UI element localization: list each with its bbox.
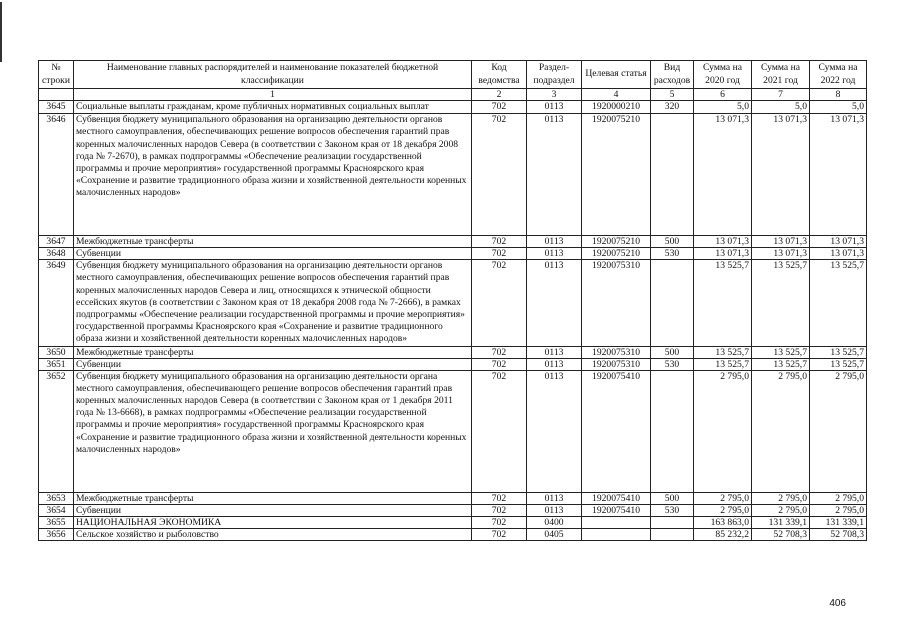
row-sum-2021: 2 795,0 <box>752 492 810 504</box>
column-index: 5 <box>651 89 694 101</box>
row-section: 0405 <box>527 528 582 540</box>
row-sum-2021: 13 525,7 <box>752 346 810 358</box>
column-index-row <box>39 89 867 101</box>
row-sum-2020: 13 071,3 <box>694 114 752 236</box>
row-name: Межбюджетные трансферты <box>74 492 472 504</box>
row-sum-2021: 13 071,3 <box>752 248 810 260</box>
row-sum-2020: 2 795,0 <box>694 492 752 504</box>
row-number: 3655 <box>39 516 74 528</box>
row-sum-2022: 13 071,3 <box>810 248 867 260</box>
row-number: 3651 <box>39 358 74 370</box>
row-target <box>582 516 651 528</box>
row-dept: 702 <box>472 516 527 528</box>
row-sum-2022: 13 071,3 <box>810 236 867 248</box>
row-dept: 702 <box>472 492 527 504</box>
row-number: 3654 <box>39 504 74 516</box>
row-name: Субвенция бюджету муниципального образования на организацию деятельности органов местного самоуправления, обеспечивающих решение вопросов обеспечения гарантий прав коренных малочисленных народов Севера (в соответствии с Законом края от 18 декабря 2008 года № 7-2670), в рамках подпрограммы «Обеспечение реализации государственной программы и прочие мероприятия» государственной программы Красноярского края «Сохранение и развитие традиционного образа жизни и хозяйственной деятельности коренных малочисленных народов» <box>74 114 472 236</box>
table-row <box>39 370 867 492</box>
row-sum-2021: 2 795,0 <box>752 370 810 492</box>
row-section: 0113 <box>527 504 582 516</box>
row-kind: 500 <box>651 492 694 504</box>
row-section: 0113 <box>527 101 582 114</box>
row-name: Социальные выплаты гражданам, кроме публичных нормативных социальных выплат <box>74 101 472 114</box>
row-sum-2020: 13 525,7 <box>694 346 752 358</box>
row-name: Межбюджетные трансферты <box>74 236 472 248</box>
table-row <box>39 492 867 504</box>
header-sum-2022: Сумма на 2022 год <box>810 61 867 89</box>
row-section: 0113 <box>527 358 582 370</box>
row-sum-2022: 5,0 <box>810 101 867 114</box>
row-kind <box>651 260 694 346</box>
row-target: 1920075410 <box>582 370 651 492</box>
row-name: Межбюджетные трансферты <box>74 346 472 358</box>
column-index: 3 <box>527 89 582 101</box>
row-number: 3645 <box>39 101 74 114</box>
header-sum-2020: Сумма на 2020 год <box>694 61 752 89</box>
row-dept: 702 <box>472 370 527 492</box>
row-kind <box>651 370 694 492</box>
row-kind: 530 <box>651 358 694 370</box>
row-sum-2022: 52 708,3 <box>810 528 867 540</box>
row-name: НАЦИОНАЛЬНАЯ ЭКОНОМИКА <box>74 516 472 528</box>
header-section: Раздел-подраздел <box>527 61 582 89</box>
row-target: 1920075210 <box>582 248 651 260</box>
page-number: 406 <box>829 598 846 609</box>
table-row <box>39 114 867 236</box>
row-section: 0113 <box>527 492 582 504</box>
row-kind: 320 <box>651 101 694 114</box>
header-target: Целевая статья <box>582 61 651 89</box>
row-dept: 702 <box>472 528 527 540</box>
row-number: 3653 <box>39 492 74 504</box>
row-dept: 702 <box>472 236 527 248</box>
row-number: 3648 <box>39 248 74 260</box>
row-section: 0113 <box>527 248 582 260</box>
column-index: 7 <box>752 89 810 101</box>
row-target: 1920075310 <box>582 260 651 346</box>
row-number: 3646 <box>39 114 74 236</box>
row-sum-2021: 13 071,3 <box>752 236 810 248</box>
row-name: Субвенция бюджету муниципального образования на организацию деятельности органов местного самоуправления, обеспечивающих решение вопросов обеспечения гарантий прав коренных малочисленных народов Севера и лиц, относящихся к этнической общности ессейских якутов (в соответствии с Законом края от 18 декабря 2008 года № 7-2666), в рамках подпрограммы «Обеспечение реализации государственной программы и прочие мероприятия» государственной программы Красноярского края «Сохранение и развитие традиционного образа жизни и хозяйственной деятельности коренных малочисленных народов» <box>74 260 472 346</box>
row-kind: 530 <box>651 504 694 516</box>
row-kind: 530 <box>651 248 694 260</box>
table-row <box>39 101 867 114</box>
row-sum-2020: 5,0 <box>694 101 752 114</box>
row-sum-2022: 2 795,0 <box>810 492 867 504</box>
row-sum-2021: 131 339,1 <box>752 516 810 528</box>
table-row <box>39 248 867 260</box>
row-section: 0113 <box>527 236 582 248</box>
row-sum-2020: 13 525,7 <box>694 260 752 346</box>
row-kind <box>651 114 694 236</box>
header-name: Наименование главных распорядителей и наименование показателей бюджетной классификации <box>74 61 472 89</box>
row-sum-2021: 13 071,3 <box>752 114 810 236</box>
row-section: 0113 <box>527 260 582 346</box>
row-kind <box>651 516 694 528</box>
row-name: Субвенции <box>74 504 472 516</box>
row-name: Субвенции <box>74 248 472 260</box>
row-number: 3647 <box>39 236 74 248</box>
row-sum-2022: 2 795,0 <box>810 504 867 516</box>
row-section: 0400 <box>527 516 582 528</box>
row-target: 1920075410 <box>582 504 651 516</box>
row-kind: 500 <box>651 236 694 248</box>
row-name: Субвенция бюджету муниципального образования на организацию деятельности органа местного самоуправления, обеспечивающего решение вопросов обеспечения гарантий прав коренных малочисленных народов Севера (в соответствии с Законом края от 1 декабря 2011 года № 13-6668), в рамках подпрограммы «Обеспечение реализации государственной программы и прочие мероприятия» государственной программы Красноярского края «Сохранение и развитие традиционного образа жизни и хозяйственной деятельности коренных малочисленных народов» <box>74 370 472 492</box>
row-name: Субвенции <box>74 358 472 370</box>
row-sum-2021: 13 525,7 <box>752 260 810 346</box>
row-dept: 702 <box>472 358 527 370</box>
table-row <box>39 358 867 370</box>
column-index: 4 <box>582 89 651 101</box>
table-row <box>39 528 867 540</box>
row-sum-2020: 163 863,0 <box>694 516 752 528</box>
row-kind: 500 <box>651 346 694 358</box>
row-section: 0113 <box>527 370 582 492</box>
row-target: 1920075210 <box>582 236 651 248</box>
row-kind <box>651 528 694 540</box>
row-target <box>582 528 651 540</box>
column-index: 6 <box>694 89 752 101</box>
column-index <box>39 89 74 101</box>
row-sum-2020: 2 795,0 <box>694 370 752 492</box>
row-sum-2022: 13 525,7 <box>810 346 867 358</box>
table-row <box>39 260 867 346</box>
row-number: 3649 <box>39 260 74 346</box>
column-index: 2 <box>472 89 527 101</box>
row-target: 1920075210 <box>582 114 651 236</box>
row-sum-2020: 13 071,3 <box>694 236 752 248</box>
row-section: 0113 <box>527 114 582 236</box>
row-sum-2020: 2 795,0 <box>694 504 752 516</box>
row-sum-2022: 13 525,7 <box>810 358 867 370</box>
row-name: Сельское хозяйство и рыболовство <box>74 528 472 540</box>
row-sum-2022: 13 071,3 <box>810 114 867 236</box>
table-row <box>39 516 867 528</box>
row-dept: 702 <box>472 114 527 236</box>
row-number: 3650 <box>39 346 74 358</box>
row-dept: 702 <box>472 101 527 114</box>
header-row-no: № строки <box>39 61 74 89</box>
row-sum-2021: 13 525,7 <box>752 358 810 370</box>
header-kind: Вид расходов <box>651 61 694 89</box>
row-number: 3656 <box>39 528 74 540</box>
table-row <box>39 236 867 248</box>
row-target: 1920075310 <box>582 346 651 358</box>
row-dept: 702 <box>472 346 527 358</box>
row-dept: 702 <box>472 248 527 260</box>
row-sum-2020: 13 525,7 <box>694 358 752 370</box>
column-index: 1 <box>74 89 472 101</box>
row-dept: 702 <box>472 504 527 516</box>
row-dept: 702 <box>472 260 527 346</box>
row-sum-2021: 5,0 <box>752 101 810 114</box>
header-row <box>39 61 867 89</box>
row-target: 1920075410 <box>582 492 651 504</box>
header-sum-2021: Сумма на 2021 год <box>752 61 810 89</box>
row-sum-2021: 2 795,0 <box>752 504 810 516</box>
row-target: 1920000210 <box>582 101 651 114</box>
row-sum-2020: 13 071,3 <box>694 248 752 260</box>
table-row <box>39 346 867 358</box>
row-sum-2022: 13 525,7 <box>810 260 867 346</box>
scan-edge-mark <box>0 2 2 62</box>
row-section: 0113 <box>527 346 582 358</box>
header-dept: Код ведомства <box>472 61 527 89</box>
row-number: 3652 <box>39 370 74 492</box>
row-sum-2020: 85 232,2 <box>694 528 752 540</box>
row-sum-2022: 2 795,0 <box>810 370 867 492</box>
row-target: 1920075310 <box>582 358 651 370</box>
row-sum-2022: 131 339,1 <box>810 516 867 528</box>
table-row <box>39 504 867 516</box>
column-index: 8 <box>810 89 867 101</box>
budget-table <box>38 60 867 541</box>
row-sum-2021: 52 708,3 <box>752 528 810 540</box>
